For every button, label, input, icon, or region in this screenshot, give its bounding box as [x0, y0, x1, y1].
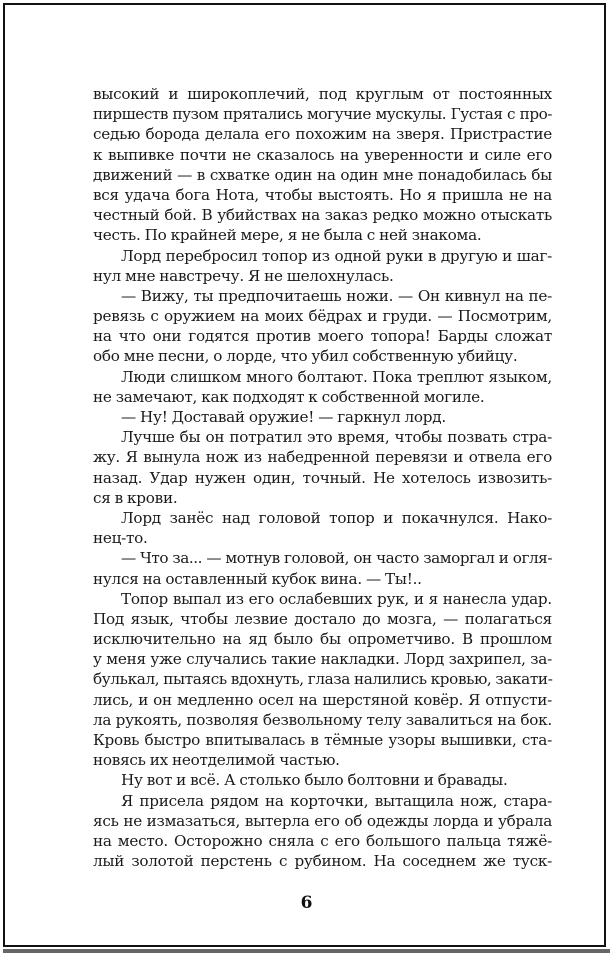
text-line: новясь их неотделимой частью.	[93, 751, 340, 770]
text-line: Я присела рядом на корточки, вытащила нож, стара-	[121, 791, 552, 810]
text-line: на место. Осторожно сняла с его большого пальца тяжё-	[93, 831, 552, 850]
text-line: пиршеств пузом прятались могучие мускулы. Густая с про-	[93, 105, 552, 124]
text-line: обо мне песни, о лорде, что убил собственную убийцу.	[93, 347, 518, 366]
text-line: Лорд занёс над головой топор и покачнулся. Нако-	[121, 508, 552, 527]
text-line: Лорд перебросил топор из одной руки в другую и шаг-	[121, 246, 552, 265]
page-number: 6	[300, 893, 313, 913]
text-line: ясь не измазаться, вытерла его об одежды лорда и убрала	[93, 811, 552, 830]
text-line: движений — в схватке один на один мне понадобилась бы	[93, 165, 552, 184]
text-line: на что они годятся против моего топора! Барды сложат	[93, 327, 552, 346]
text-line: честный бой. В убийствах на заказ редко можно отыскать	[93, 206, 552, 225]
text-line: ся в крови.	[93, 488, 178, 507]
text-line: Люди слишком много болтают. Пока треплют языком,	[121, 367, 552, 386]
text-line: вся удача бога Нота, чтобы выстоять. Но я пришла не на	[93, 185, 552, 204]
text-line: — Что за... — мотнув головой, он часто заморгал и огля-	[121, 549, 552, 568]
page-shadow	[3, 949, 610, 953]
text-line: исключительно на яд было бы опрометчиво. В прошлом	[93, 630, 552, 649]
text-line: Ну вот и всё. А столько было болтовни и бравады.	[121, 771, 508, 790]
text-line: честь. По крайней мере, я не была с ней знакома.	[93, 226, 482, 245]
text-line: к выпивке почти не сказалось на уверенности и силе его	[93, 145, 552, 164]
text-line: нулся на оставленный кубок вина. — Ты!..	[93, 569, 422, 588]
text-line: булькал, пытаясь вдохнуть, глаза налились кровью, закати-	[93, 670, 553, 689]
text-line: у меня уже случались такие накладки. Лорд захрипел, за-	[93, 650, 552, 669]
page-body-text	[93, 84, 552, 871]
text-line: нул мне навстречу. Я не шелохнулась.	[93, 266, 394, 285]
text-line: Кровь быстро впитывалась в тёмные узоры вышивки, ста-	[93, 731, 552, 749]
text-line: ревязь с оружием на моих бёдрах и груди. — Посмотрим,	[93, 307, 552, 326]
text-line: Топор выпал из его ослабевших рук, и я нанесла удар.	[121, 589, 552, 608]
text-line: — Вижу, ты предпочитаешь ножи. — Он кивнул на пе-	[121, 286, 552, 305]
text-line: — Ну! Доставай оружие! — гаркнул лорд.	[121, 408, 446, 426]
text-line: жу. Я вынула нож из набедренной перевязи и отвела его	[93, 448, 552, 467]
text-line: Под язык, чтобы лезвие достало до мозга, — полагаться	[93, 609, 552, 628]
text-line: высокий и широкоплечий, под круглым от постоянных	[93, 85, 552, 103]
text-line: лись, и он медленно осел на шерстяной ковёр. Я отпусти-	[93, 690, 552, 709]
text-line: седью борода делала его похожим на зверя. Пристрастие	[93, 125, 552, 144]
text-line: не замечают, как подходят к собственной могиле.	[93, 387, 485, 406]
text-line: ла рукоять, позволяя безвольному телу завалиться на бок.	[93, 710, 552, 729]
text-line: нец-то.	[93, 529, 148, 548]
text-line: Лучше бы он потратил это время, чтобы позвать стра-	[121, 428, 552, 447]
text-line: лый золотой перстень с рубином. На соседнем же туск-	[93, 852, 552, 871]
text-line: назад. Удар нужен один, точный. Не хотелось извозить-	[93, 468, 552, 487]
